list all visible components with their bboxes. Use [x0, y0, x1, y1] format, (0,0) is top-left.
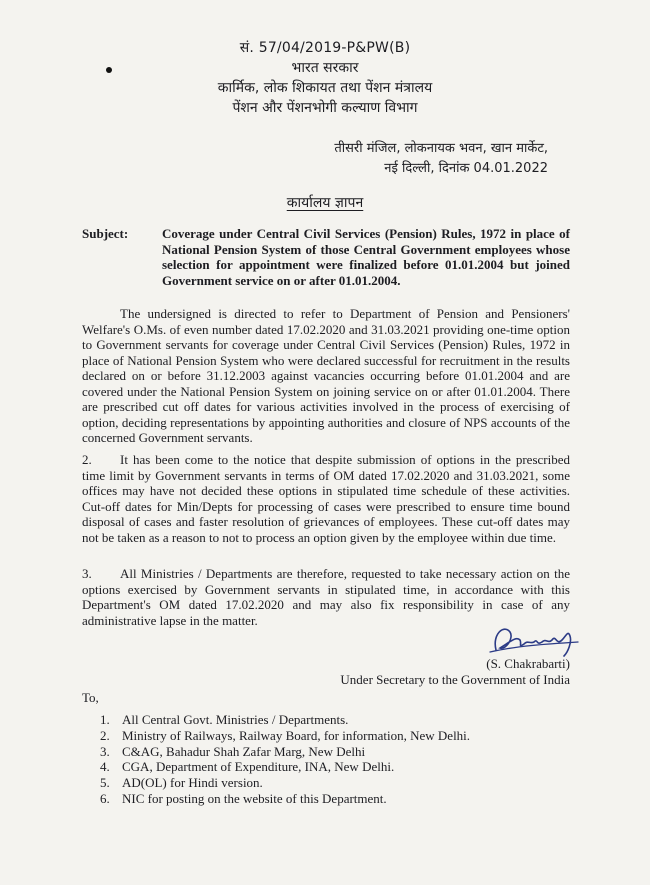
- reference-number: सं. 57/04/2019-P&PW(B): [239, 40, 411, 56]
- memo-title: कार्यालय ज्ञापन: [286, 195, 364, 211]
- signatory-designation: Under Secretary to the Government of India: [340, 672, 570, 687]
- subject-block: [82, 226, 570, 288]
- paragraph-1-text: The undersigned is directed to refer to Department of Pension and Pensioners' Welfare's O.Ms. of even number dated 17.02.2020 and 31.03.2021 providing one-time option to Government servants for coverage under Central Civil Services (Pension) Rules, 1972 in place of National Pension System who were declared successful for recruitment in the results declared on or before 31.12.2003 against vacancies occurring before 01.01.2004 and are covered under the National Pension System on joining service on or after 01.01.2004. There are prescribed cut off dates for various activities involved in the process of exercising of option, deciding representations by appointing authorities and closure of NPS accounts of the concerned Government servants.: [82, 306, 570, 445]
- paragraph-2-text: It has been come to the notice that despite submission of options in the prescribed time limit by Government servants in terms of OM dated 17.02.2020 and 31.03.2021, some offices may have not decided these options in stipulated time schedule of these activities. Cut-off dates for Min/Depts for processing of cases were prescribed to ensure time bound disposal of cases and faster resolution of grievances of employees. These cut-off dates may not be taken as a reason to not to process an option given by the employee within due time.: [82, 452, 570, 545]
- paragraph-2-number: 2.: [82, 452, 92, 467]
- list-item: 5. AD(OL) for Hindi version.: [100, 775, 263, 791]
- distribution-list: [100, 712, 470, 807]
- paragraph-1: [82, 306, 570, 446]
- ministry-name: कार्मिक, लोक शिकायत तथा पेंशन मंत्रालय: [217, 80, 433, 96]
- list-item: 6. NIC for posting on the website of this Department.: [100, 790, 387, 806]
- address-line-1: तीसरी मंजिल, लोकनायक भवन, खान मार्केट,: [334, 141, 548, 156]
- subject-label: Subject:: [82, 226, 129, 241]
- paragraph-3-text: All Ministries / Departments are therefore, requested to take necessary action on the options exercised by Government servants in stipulated time, in accordance with this Department's OM dated 17.02.2020 and may also fix responsibility in case of any administrative lapse in the matter.: [82, 566, 570, 628]
- subject-text: Coverage under Central Civil Services (Pension) Rules, 1972 in place of National Pension System of those Central Government employees whose selection for appointment were finalized before 01.01.2004 but joined Government service on or after 01.01.2004.: [162, 226, 570, 288]
- list-item: 1. All Central Govt. Ministries / Departments.: [100, 712, 349, 727]
- government-name: भारत सरकार: [291, 60, 359, 76]
- department-name: पेंशन और पेंशनभोगी कल्याण विभाग: [232, 100, 418, 116]
- list-item: 4. CGA, Department of Expenditure, INA, New Delhi.: [100, 759, 395, 775]
- to-label: To,: [82, 690, 99, 705]
- list-item: 3. C&AG, Bahadur Shah Zafar Marg, New Delhi: [100, 743, 366, 759]
- paragraph-2: [82, 452, 570, 545]
- signatory-name: (S. Chakrabarti): [486, 656, 570, 671]
- address-date-line: नई दिल्ली, दिनांक 04.01.2022: [384, 161, 548, 176]
- paragraph-3-number: 3.: [82, 566, 92, 581]
- list-item: 2. Ministry of Railways, Railway Board, for information, New Delhi.: [100, 727, 471, 743]
